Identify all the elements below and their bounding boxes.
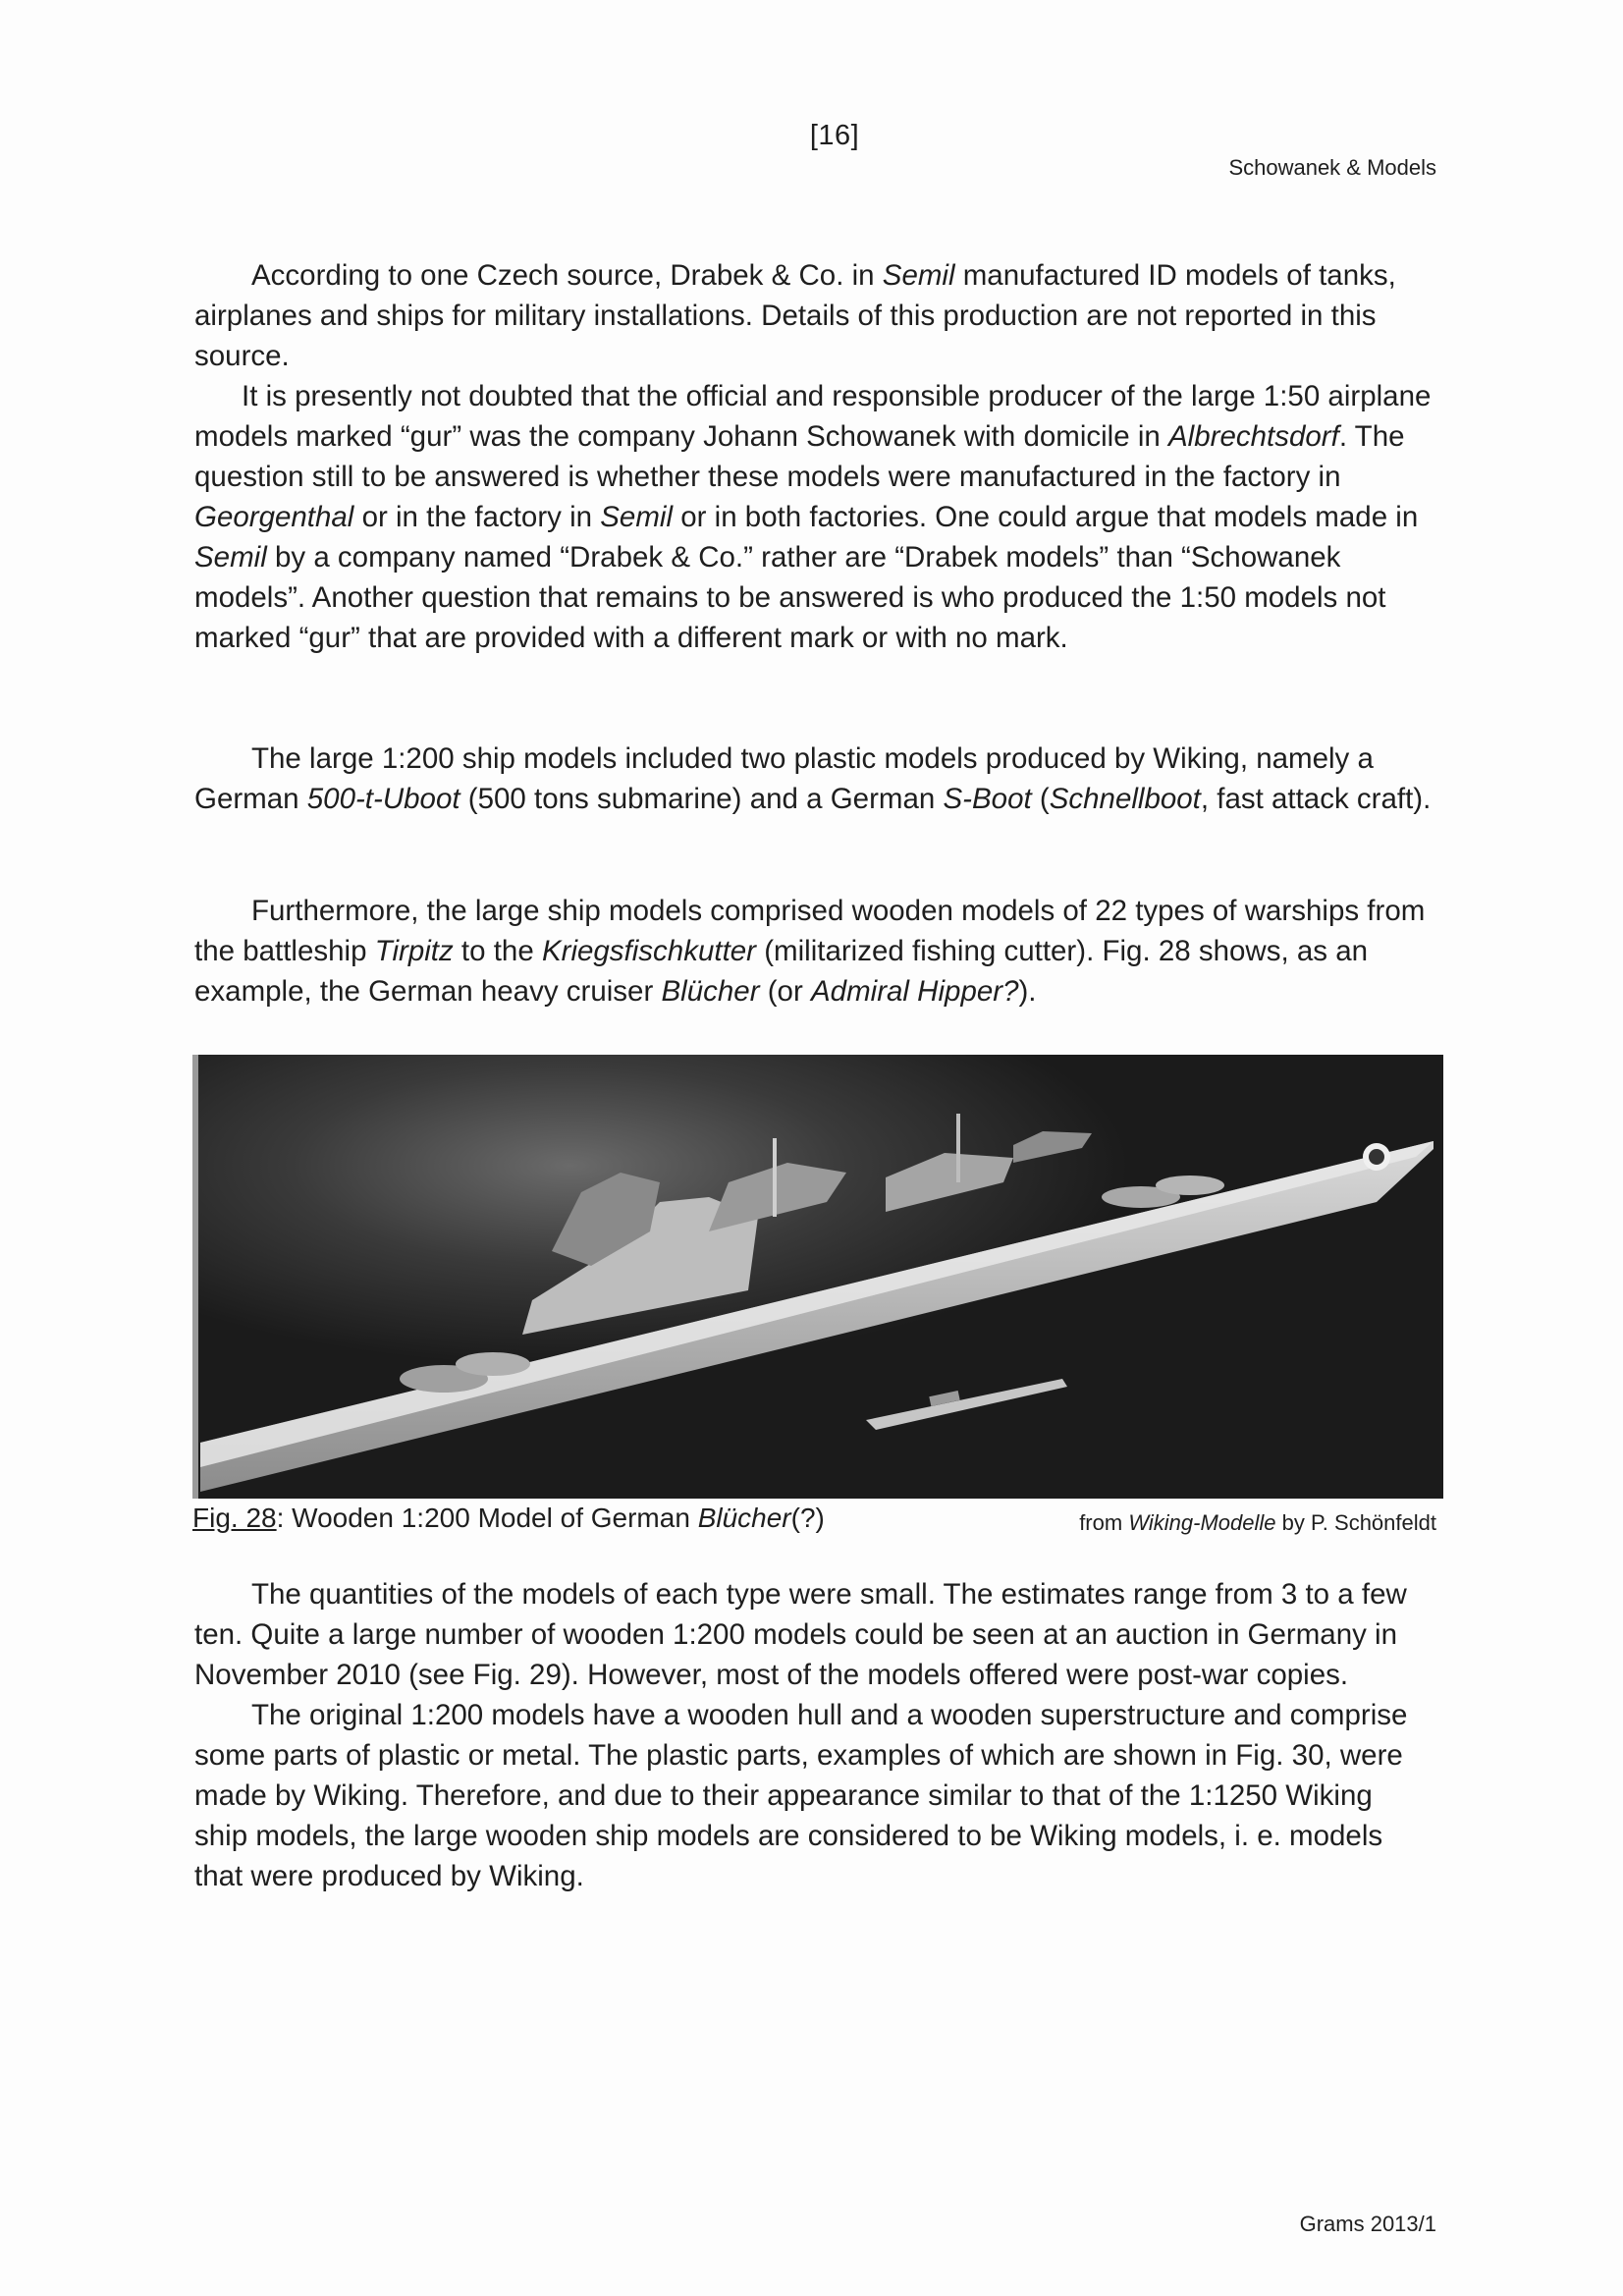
paragraph-1: According to one Czech source, Drabek & Co. in Semil manufactured ID models of tanks, airplanes and ships for military installations. Details of this production are not reported in this source. [194,259,1396,372]
page-number: [16] [809,120,860,151]
paragraph-2: It is presently not doubted that the official and responsible producer of the large 1:50 airplane models marked “gur” was the company Johann Schowanek with domicile in Albrechtsdorf. The question still to be answered is whether these models were manufactured in the factory in Georgenthal or in the factory in Semil or in both factories. One could argue that models made in Semil by a company named “Drabek & Co.” rather are “Drabek models” than “Schowanek models”. Another question that remains to be answered is who produced the 1:50 models not marked “gur” that are provided with a different mark or with no mark. [194,380,1432,654]
paragraph-5: The quantities of the models of each type were small. The estimates range from 3 to a few ten. Quite a large number of wooden 1:200 models could be seen at an auction in Germany in November 2010 (see Fig. 29). However, most of the models offered were post-war copies. [194,1578,1407,1691]
figure-label: Fig. 28 [192,1503,277,1533]
ship-model-illustration [198,1055,1437,1499]
text-block-intro [194,255,1434,658]
paragraph-4: Furthermore, the large ship models comprised wooden models of 22 types of warships from the battleship Tirpitz to the Kriegsfischkutter (militarized fishing cutter). Fig. 28 shows, as an example, the German heavy cruiser Blücher (or Admiral Hipper?). [194,895,1426,1008]
text-block-quantities [194,1574,1434,1896]
figure-caption: Fig. 28: Wooden 1:200 Model of German Blücher(?) [192,1503,825,1533]
figure-credit: from Wiking-Modelle by P. Schönfeldt [1079,1510,1436,1535]
footer-tag: Grams 2013/1 [1299,2212,1436,2236]
text-block-wooden-models [194,891,1434,1011]
running-header: Schowanek & Models [1228,155,1436,180]
paragraph-6: The original 1:200 models have a wooden hull and a wooden superstructure and comprise some parts of plastic or metal. The plastic parts, examples of which are shown in Fig. 30, were made by Wiking. Therefore, and due to their appearance similar to that of the 1:1250 Wiking ship models, the large wooden ship models are considered to be Wiking models, i. e. models that were produced by Wiking. [194,1699,1408,1892]
text-block-plastic-models [194,738,1434,819]
paragraph-3: The large 1:200 ship models included two plastic models produced by Wiking, namely a German 500-t-Uboot (500 tons submarine) and a German S-Boot (Schnellboot, fast attack craft). [194,742,1432,815]
ship-model-photo [192,1055,1443,1499]
